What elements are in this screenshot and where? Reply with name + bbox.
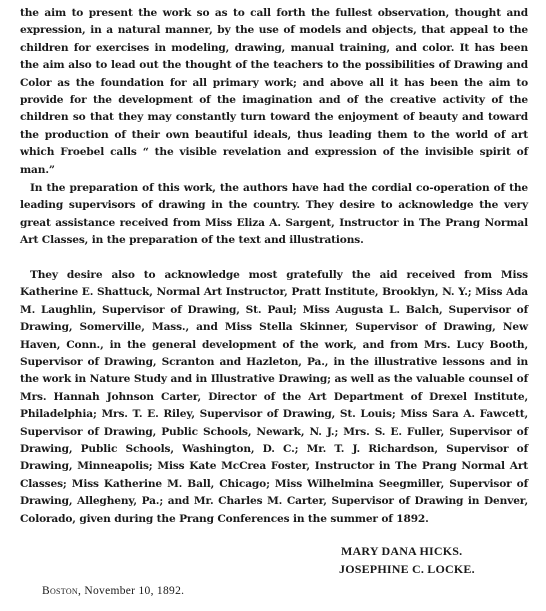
paragraph-text: They desire also to acknowledge most gratefully the aid received from Miss Katherine E. Shattuck, Normal Art Instructor, Pratt Institute, Brooklyn, N. Y.; Miss Ada M. Laughlin, Supervisor of Drawing, St. Paul; Miss Augusta L. Balch, Supervisor of Drawing, Somerville, Mass., and Miss Stella Skinner, Supervisor of Drawing, New Haven, Conn., in the general development of the work, and from Mrs. Lucy Booth, Supervisor of Drawing, Scranton and Hazleton, Pa., in the illustrative lessons and in the work in Nature Study and in Illustrative Drawing; as well as the valuable counsel of Mrs. Hannah Johnson Carter, Director of the Art Department of Drexel Institute, Philadelphia; Mrs. T. E. Riley, Supervisor of Drawing, St. Louis; Miss Sara A. Fawcett, Supervisor of Drawing, Public Schools, Newark, N. J.; Mrs. S. E. Fuller, Supervisor of Drawing, Public Schools, Washington, D. C.; Mr. T. J. Richardson, Supervisor of Drawing, Minneapolis; Miss Kate McCrea Foster, Instructor in The Prang Normal Art Classes; Miss Katherine M. Ball, Chicago; Miss Wilhelmina Seegmiller, Supervisor of Drawing, Allegheny, Pa.; and Mr. Charles M. Carter, Supervisor of Drawing in Denver, Colorado, given during the Prang Conferences in the summer of 1892. (20, 269, 528, 525)
paragraph-acknowledgement-authors (20, 180, 528, 250)
signature-block (339, 542, 539, 578)
signature-josephine-c-locke: JOSEPHINE C. LOCKE. (339, 562, 475, 576)
dateline-place: Boston, (42, 585, 82, 597)
paragraph-text: the aim to present the work so as to call forth the fullest observation, thought and expression, in a natural manner, by the use of models and objects, that appeal to the children for exercises in modeling, drawing, manual training, and color. It has been the aim also to lead out the thought of the teachers to the possibilities of Drawing and Color as the foundation for all primary work; and above all it has been the aim to provide for the development of the imagination and of the creative activity of the children so that they may constantly turn toward the enjoyment of beauty and toward the production of their own beautiful ideals, thus leading them to the world of art which Froebel calls “ the visible revelation and expression of the invisible spirit of man.” (20, 7, 528, 176)
signature-mary-dana-hicks: MARY DANA HICKS. (341, 544, 463, 558)
dateline (42, 585, 184, 597)
dateline-date: November 10, 1892. (84, 585, 185, 597)
paragraph-text: In the preparation of this work, the authors have had the cordial co-operation of the leading supervisors of drawing in the country. They desire to acknowledge the very great assistance received from Miss Eliza A. Sargent, Instructor in The Prang Normal Art Classes, in the preparation of the text and illustrations. (20, 182, 528, 247)
paragraph-acknowledgement-supervisors (20, 267, 528, 528)
paragraph-continuation (20, 5, 528, 179)
